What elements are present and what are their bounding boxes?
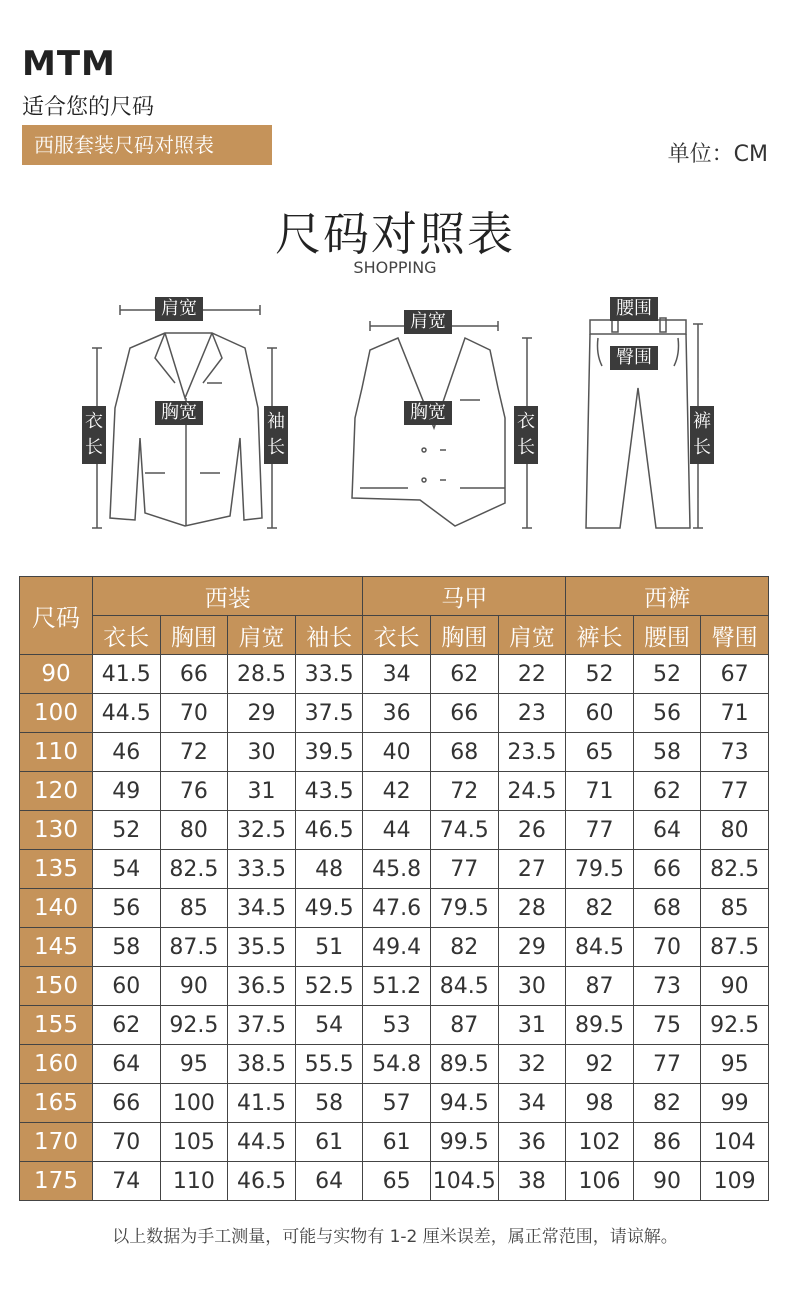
table-cell: 58 [93,928,161,967]
table-cell: 61 [363,1123,431,1162]
table-cell: 71 [701,694,769,733]
table-cell: 56 [633,694,701,733]
table-row [20,1162,769,1201]
table-cell: 36 [363,694,431,733]
table-cell: 110 [160,1162,228,1201]
table-cell: 82 [633,1084,701,1123]
table-cell: 92 [566,1045,634,1084]
table-cell: 98 [566,1084,634,1123]
table-cell: 82.5 [701,850,769,889]
table-cell: 41.5 [228,1084,296,1123]
table-cell: 64 [93,1045,161,1084]
col-header: 衣长 [363,616,431,655]
table-cell: 104.5 [430,1162,498,1201]
table-cell: 90 [701,967,769,1006]
vest-shoulder-label: 肩宽 [404,310,452,334]
table-cell: 105 [160,1123,228,1162]
table-row [20,1123,769,1162]
table-cell: 49 [93,772,161,811]
table-cell: 58 [633,733,701,772]
table-cell: 87 [566,967,634,1006]
size-cell: 130 [20,811,93,850]
unit-label: 单位：CM [667,142,768,167]
table-row [20,1045,769,1084]
table-row [20,928,769,967]
table-cell: 52.5 [295,967,363,1006]
table-row [20,733,769,772]
table-cell: 56 [93,889,161,928]
table-row [20,1006,769,1045]
size-cell: 110 [20,733,93,772]
table-cell: 87 [430,1006,498,1045]
table-cell: 38.5 [228,1045,296,1084]
table-cell: 72 [160,733,228,772]
table-cell: 32.5 [228,811,296,850]
col-header: 肩宽 [498,616,566,655]
group-header-vest: 马甲 [363,577,566,616]
table-cell: 87.5 [160,928,228,967]
table-cell: 73 [633,967,701,1006]
table-cell: 46.5 [295,811,363,850]
size-cell: 155 [20,1006,93,1045]
size-cell: 135 [20,850,93,889]
table-cell: 100 [160,1084,228,1123]
table-cell: 37.5 [295,694,363,733]
col-header: 袖长 [295,616,363,655]
table-row [20,694,769,733]
table-cell: 79.5 [566,850,634,889]
table-cell: 34.5 [228,889,296,928]
table-cell: 30 [228,733,296,772]
table-cell: 60 [93,967,161,1006]
table-cell: 44.5 [93,694,161,733]
table-cell: 41.5 [93,655,161,694]
table-cell: 62 [633,772,701,811]
table-cell: 60 [566,694,634,733]
table-cell: 42 [363,772,431,811]
page-title: 尺码对照表 [275,207,515,261]
table-cell: 109 [701,1162,769,1201]
col-header: 衣长 [93,616,161,655]
table-cell: 90 [633,1162,701,1201]
footnote: 以上数据为手工测量，可能与实物有 1-2 厘米误差，属正常范围，请谅解。 [112,1227,678,1247]
table-cell: 87.5 [701,928,769,967]
table-cell: 54 [295,1006,363,1045]
table-cell: 48 [295,850,363,889]
table-cell: 70 [160,694,228,733]
table-cell: 84.5 [566,928,634,967]
table-cell: 102 [566,1123,634,1162]
table-cell: 28.5 [228,655,296,694]
table-cell: 49.4 [363,928,431,967]
col-header: 胸围 [160,616,228,655]
table-cell: 44.5 [228,1123,296,1162]
table-cell: 64 [295,1162,363,1201]
table-cell: 77 [430,850,498,889]
table-cell: 66 [160,655,228,694]
table-cell: 90 [160,967,228,1006]
table-cell: 71 [566,772,634,811]
table-cell: 52 [566,655,634,694]
table-cell: 99 [701,1084,769,1123]
table-cell: 99.5 [430,1123,498,1162]
table-cell: 58 [295,1084,363,1123]
table-row [20,811,769,850]
table-cell: 61 [295,1123,363,1162]
table-cell: 46 [93,733,161,772]
table-cell: 95 [160,1045,228,1084]
subtitle: 适合您的尺码 [22,95,155,120]
table-cell: 86 [633,1123,701,1162]
table-cell: 74.5 [430,811,498,850]
size-cell: 165 [20,1084,93,1123]
table-cell: 57 [363,1084,431,1123]
size-chart-table [19,576,769,1201]
table-cell: 68 [430,733,498,772]
table-cell: 75 [633,1006,701,1045]
col-header: 肩宽 [228,616,296,655]
table-cell: 47.6 [363,889,431,928]
page-subtitle: SHOPPING [353,258,437,277]
brand-title: MTM [22,44,116,84]
jacket-length-label: 衣长 [82,406,106,464]
table-cell: 89.5 [430,1045,498,1084]
table-cell: 53 [363,1006,431,1045]
table-row [20,967,769,1006]
pants-length-label: 裤长 [690,406,714,464]
size-cell: 150 [20,967,93,1006]
table-cell: 33.5 [295,655,363,694]
jacket-shoulder-label: 肩宽 [155,297,203,321]
table-cell: 95 [701,1045,769,1084]
vest-chest-label: 胸宽 [404,401,452,425]
table-cell: 52 [633,655,701,694]
table-cell: 84.5 [430,967,498,1006]
table-cell: 70 [633,928,701,967]
table-cell: 51.2 [363,967,431,1006]
size-cell: 175 [20,1162,93,1201]
table-cell: 70 [93,1123,161,1162]
table-cell: 29 [228,694,296,733]
table-cell: 33.5 [228,850,296,889]
table-cell: 46.5 [228,1162,296,1201]
garment-illustration [0,288,790,548]
table-cell: 28 [498,889,566,928]
section-tag: 西服套装尺码对照表 [22,125,272,165]
table-cell: 22 [498,655,566,694]
table-cell: 54 [93,850,161,889]
table-cell: 45.8 [363,850,431,889]
jacket-sleeve-label: 袖长 [264,406,288,464]
garment-diagrams [0,288,790,548]
size-cell: 170 [20,1123,93,1162]
table-cell: 27 [498,850,566,889]
table-cell: 106 [566,1162,634,1201]
table-cell: 54.8 [363,1045,431,1084]
table-cell: 77 [633,1045,701,1084]
group-header-suit: 西装 [93,577,363,616]
table-cell: 26 [498,811,566,850]
size-cell: 90 [20,655,93,694]
table-cell: 68 [633,889,701,928]
pants-hip-label: 臀围 [610,346,658,370]
table-cell: 23.5 [498,733,566,772]
table-cell: 77 [566,811,634,850]
table-cell: 85 [701,889,769,928]
table-cell: 77 [701,772,769,811]
table-cell: 30 [498,967,566,1006]
table-cell: 65 [566,733,634,772]
table-cell: 72 [430,772,498,811]
table-cell: 31 [498,1006,566,1045]
table-row [20,655,769,694]
group-header-pants: 西裤 [566,577,769,616]
table-cell: 34 [498,1084,566,1123]
table-cell: 62 [430,655,498,694]
table-cell: 36 [498,1123,566,1162]
col-header: 胸围 [430,616,498,655]
jacket-chest-label: 胸宽 [155,401,203,425]
table-cell: 44 [363,811,431,850]
table-cell: 43.5 [295,772,363,811]
size-cell: 100 [20,694,93,733]
table-cell: 24.5 [498,772,566,811]
size-cell: 140 [20,889,93,928]
table-cell: 92.5 [701,1006,769,1045]
table-cell: 79.5 [430,889,498,928]
table-row [20,772,769,811]
table-cell: 37.5 [228,1006,296,1045]
table-cell: 64 [633,811,701,850]
table-cell: 38 [498,1162,566,1201]
table-cell: 66 [633,850,701,889]
table-cell: 32 [498,1045,566,1084]
table-cell: 52 [93,811,161,850]
table-cell: 39.5 [295,733,363,772]
table-cell: 94.5 [430,1084,498,1123]
table-cell: 34 [363,655,431,694]
table-cell: 82 [430,928,498,967]
size-cell: 145 [20,928,93,967]
col-header: 裤长 [566,616,634,655]
table-cell: 55.5 [295,1045,363,1084]
size-header: 尺码 [20,577,93,655]
pants-waist-label: 腰围 [610,297,658,321]
table-cell: 49.5 [295,889,363,928]
table-cell: 40 [363,733,431,772]
vest-length-label: 衣长 [514,406,538,464]
table-cell: 80 [160,811,228,850]
size-cell: 120 [20,772,93,811]
table-cell: 89.5 [566,1006,634,1045]
table-row [20,1084,769,1123]
table-cell: 74 [93,1162,161,1201]
table-row [20,850,769,889]
table-cell: 85 [160,889,228,928]
table-cell: 92.5 [160,1006,228,1045]
table-cell: 66 [93,1084,161,1123]
table-row [20,889,769,928]
table-cell: 67 [701,655,769,694]
size-cell: 160 [20,1045,93,1084]
table-cell: 35.5 [228,928,296,967]
table-cell: 104 [701,1123,769,1162]
col-header: 腰围 [633,616,701,655]
table-cell: 82.5 [160,850,228,889]
table-cell: 51 [295,928,363,967]
table-cell: 36.5 [228,967,296,1006]
table-cell: 66 [430,694,498,733]
table-cell: 82 [566,889,634,928]
table-cell: 73 [701,733,769,772]
table-cell: 76 [160,772,228,811]
table-cell: 80 [701,811,769,850]
col-header: 臀围 [701,616,769,655]
table-cell: 31 [228,772,296,811]
table-cell: 65 [363,1162,431,1201]
table-cell: 29 [498,928,566,967]
table-cell: 62 [93,1006,161,1045]
table-cell: 23 [498,694,566,733]
